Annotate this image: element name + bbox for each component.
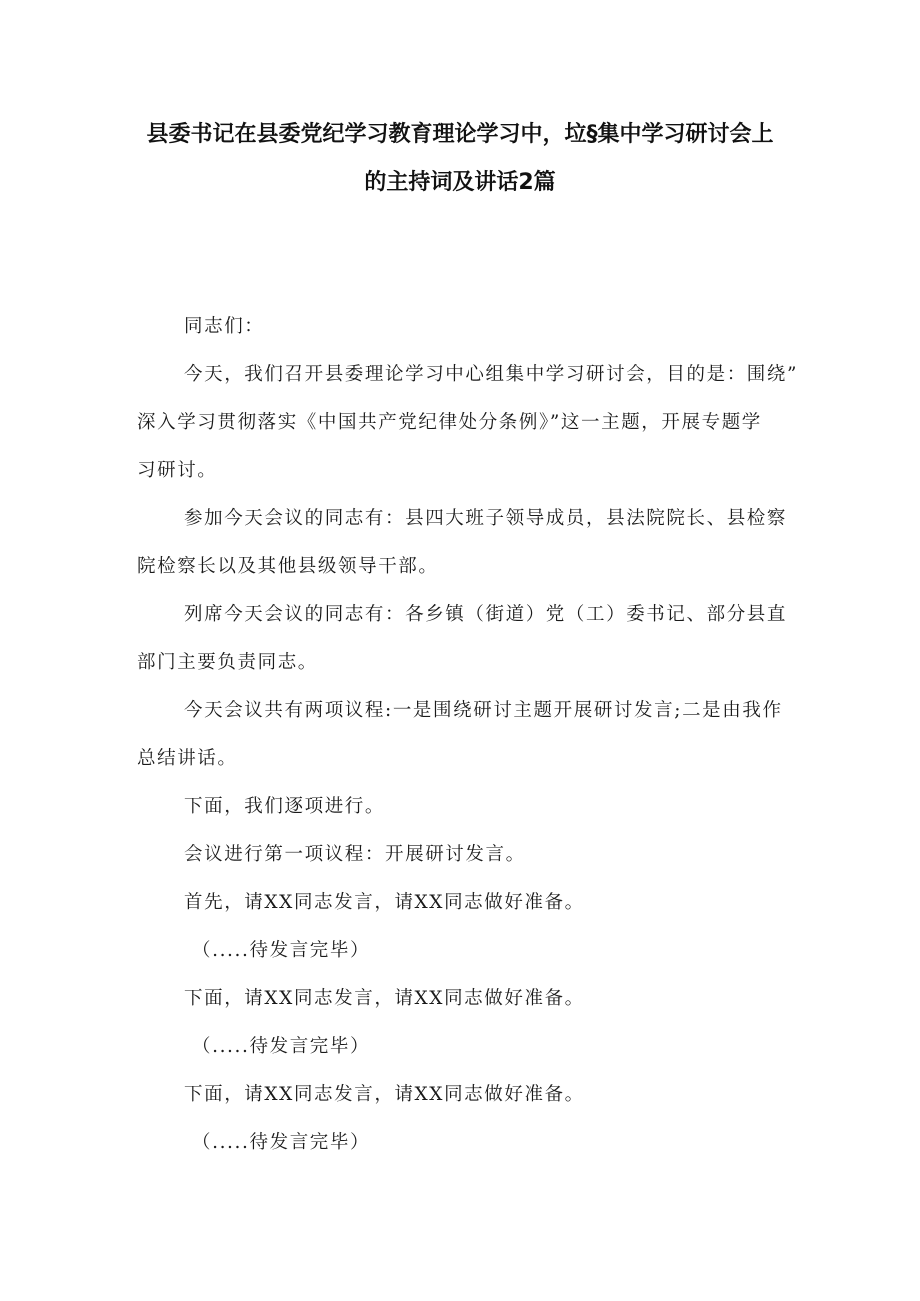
parenthetical-note: （.....待发言完毕）: [192, 940, 371, 961]
paragraph-line: 下面，我们逐项进行。: [184, 796, 386, 817]
salutation: 同志们：: [184, 316, 265, 337]
paragraph-line: 下面，请XX同志发言，请XX同志做好准备。: [184, 1084, 585, 1105]
paragraph-line: 首先，请XX同志发言，请XX同志做好准备。: [184, 892, 585, 913]
paragraph-line: 会议进行第一项议程：开展研讨发言。: [184, 844, 526, 865]
paragraph-line: 院检察长以及其他县级领导干部。: [137, 556, 439, 577]
paragraph-line: 列席今天会议的同志有：各乡镇（街道）党（工）委书记、部分县直: [184, 604, 788, 625]
paragraph-line: 今天会议共有两项议程:一是围绕研讨主题开展研讨发言;二是由我作: [184, 700, 783, 721]
paragraph-line: 下面，请XX同志发言，请XX同志做好准备。: [184, 988, 585, 1009]
paragraph-line: 参加今天会议的同志有：县四大班子领导成员，县法院院长、县检察: [184, 508, 788, 529]
parenthetical-note: （.....待发言完毕）: [192, 1132, 371, 1153]
parenthetical-note: （.....待发言完毕）: [192, 1036, 371, 1057]
document-title-line-2: 的主持词及讲话2篇: [364, 170, 556, 195]
paragraph-line: 习研讨。: [137, 460, 218, 481]
paragraph-line: 深入学习贯彻落实《中国共产党纪律处分条例》”这一主题，开展专题学: [137, 412, 762, 433]
document-title-line-1: 县委书记在县委党纪学习教育理论学习中，垃§集中学习研讨会上: [146, 122, 774, 147]
paragraph-line: 部门主要负责同志。: [137, 652, 318, 673]
paragraph-line: 今天，我们召开县委理论学习中心组集中学习研讨会，目的是：围绕”: [184, 364, 799, 385]
paragraph-line: 总结讲话。: [137, 748, 238, 769]
